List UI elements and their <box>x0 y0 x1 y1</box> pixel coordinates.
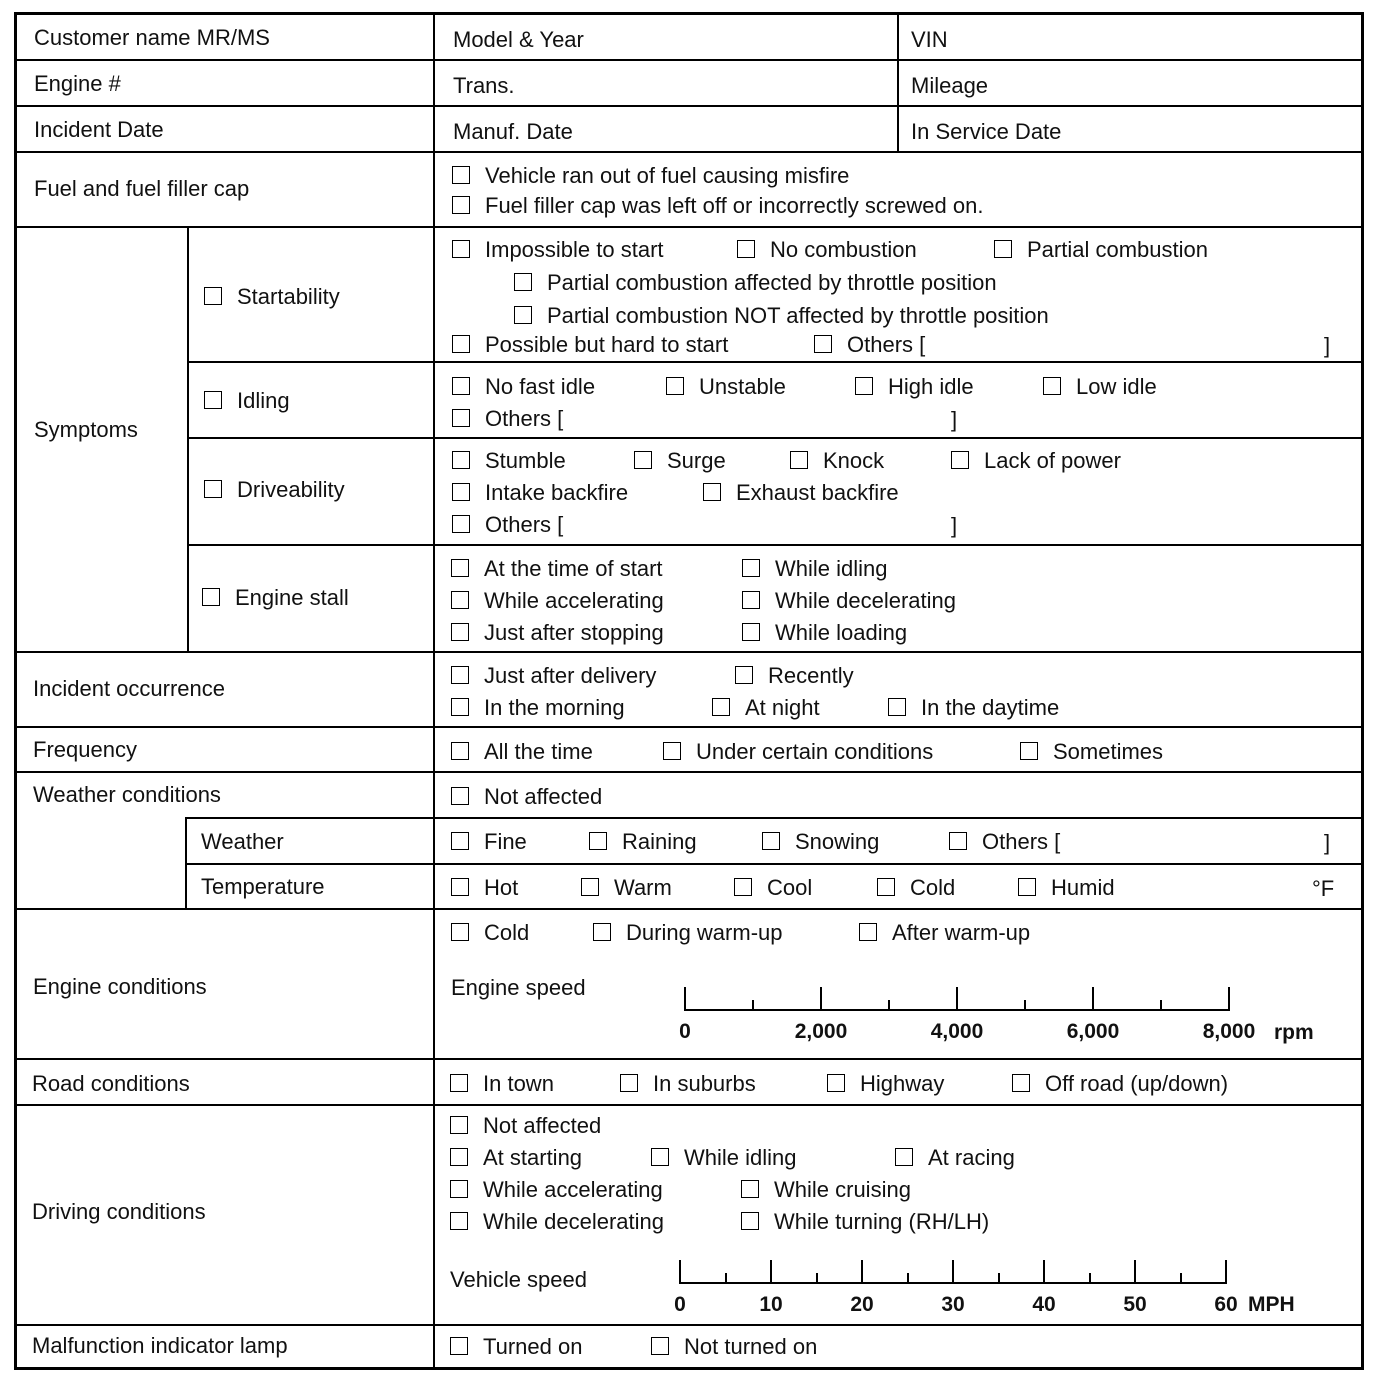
checkbox[interactable] <box>450 1180 468 1198</box>
option-label: Just after stopping <box>484 620 664 645</box>
checkbox[interactable] <box>204 391 222 409</box>
row-divider <box>17 726 1361 728</box>
checkbox[interactable] <box>762 832 780 850</box>
frequency-label: Frequency <box>33 737 137 762</box>
checkbox[interactable] <box>737 240 755 258</box>
engine-speed-scale <box>679 987 1256 1047</box>
close-bracket: ] <box>951 407 958 432</box>
option-label: Others [ <box>847 332 926 357</box>
option-label: Recently <box>768 663 854 688</box>
option-label: Snowing <box>795 829 880 854</box>
scale-tick-label: 2,000 <box>794 1020 848 1043</box>
scale-tick-label: 6,000 <box>1066 1020 1120 1043</box>
close-bracket: ] <box>1324 333 1331 358</box>
checkbox[interactable] <box>651 1148 669 1166</box>
scale-tick-label: 60 <box>1214 1293 1238 1316</box>
row-divider <box>17 651 1361 653</box>
option-label: Warm <box>614 875 672 900</box>
checkbox[interactable] <box>451 832 469 850</box>
column-divider <box>187 226 189 651</box>
row-divider <box>17 1324 1361 1326</box>
option-label: At racing <box>928 1145 1015 1170</box>
checkbox[interactable] <box>742 591 760 609</box>
major-tick <box>1092 987 1094 1011</box>
minor-tick <box>752 1000 754 1010</box>
mil-label: Malfunction indicator lamp <box>32 1333 288 1358</box>
option-label: After warm-up <box>892 920 1031 945</box>
major-tick <box>684 987 686 1011</box>
checkbox[interactable] <box>1043 377 1061 395</box>
row-divider <box>17 771 1361 773</box>
checkbox[interactable] <box>895 1148 913 1166</box>
incident-occurrence-label: Incident occurrence <box>33 676 225 701</box>
option-label: Fuel filler cap was left off or incorrectly screwed on. <box>485 193 984 218</box>
row-divider <box>17 1058 1361 1060</box>
major-tick <box>1134 1260 1136 1284</box>
diagnostic-worksheet <box>14 12 1364 1370</box>
checkbox[interactable] <box>1018 878 1036 896</box>
fuel-section-label: Fuel and fuel filler cap <box>34 176 250 201</box>
mileage-label: Mileage <box>911 73 989 98</box>
checkbox[interactable] <box>712 698 730 716</box>
option-label: Raining <box>622 829 697 854</box>
major-tick <box>861 1260 863 1284</box>
option-label: Cool <box>767 875 813 900</box>
option-label: At the time of start <box>484 556 663 581</box>
row-divider <box>17 226 1361 228</box>
row-divider <box>17 105 1361 107</box>
checkbox[interactable] <box>452 166 470 184</box>
checkbox[interactable] <box>452 377 470 395</box>
incident-date-label: Incident Date <box>34 117 164 142</box>
checkbox[interactable] <box>651 1337 669 1355</box>
option-label: Partial combustion <box>1027 237 1208 262</box>
option-label: While accelerating <box>484 588 664 613</box>
checkbox[interactable] <box>742 559 760 577</box>
engine-speed-unit: rpm <box>1274 1021 1314 1044</box>
checkbox[interactable] <box>450 1212 468 1230</box>
option-label: Sometimes <box>1053 739 1164 764</box>
column-divider <box>433 15 435 1367</box>
checkbox[interactable] <box>451 787 469 805</box>
option-label: At starting <box>483 1145 583 1170</box>
checkbox[interactable] <box>451 559 469 577</box>
option-label: Vehicle ran out of fuel causing misfire <box>485 163 850 188</box>
row-divider <box>17 59 1361 61</box>
close-bracket: ] <box>1324 830 1331 855</box>
option-label: Stumble <box>485 448 566 473</box>
option-label: Hot <box>484 875 519 900</box>
minor-tick <box>725 1273 727 1283</box>
checkbox[interactable] <box>451 923 469 941</box>
option-label: While accelerating <box>483 1177 663 1202</box>
minor-tick <box>907 1273 909 1283</box>
checkbox[interactable] <box>1012 1074 1030 1092</box>
checkbox[interactable] <box>593 923 611 941</box>
engine-number-label: Engine # <box>34 71 121 96</box>
checkbox[interactable] <box>450 1074 468 1092</box>
row-divider <box>17 151 1361 153</box>
option-label: During warm-up <box>626 920 783 945</box>
minor-tick <box>998 1273 1000 1283</box>
minor-tick <box>816 1273 818 1283</box>
option-label: Partial combustion NOT affected by throttle position <box>547 303 1049 328</box>
option-label: No fast idle <box>485 374 596 399</box>
checkbox[interactable] <box>663 742 681 760</box>
scale-tick-label: 0 <box>679 1020 691 1043</box>
checkbox[interactable] <box>452 335 470 353</box>
checkbox[interactable] <box>452 409 470 427</box>
checkbox[interactable] <box>634 451 652 469</box>
option-label: In suburbs <box>653 1071 756 1096</box>
checkbox[interactable] <box>589 832 607 850</box>
option-label: Low idle <box>1076 374 1157 399</box>
minor-tick <box>1160 1000 1162 1010</box>
option-label: Highway <box>860 1071 945 1096</box>
checkbox[interactable] <box>450 1116 468 1134</box>
major-tick <box>1043 1260 1045 1284</box>
option-label: High idle <box>888 374 974 399</box>
checkbox[interactable] <box>452 483 470 501</box>
vehicle-speed-scale <box>674 1260 1238 1320</box>
temperature-unit: °F <box>1312 876 1335 901</box>
scale-tick-label: 50 <box>1123 1293 1147 1316</box>
option-label: Startability <box>237 284 340 309</box>
option-label: Others [ <box>982 829 1061 854</box>
scale-tick-label: 0 <box>674 1293 686 1316</box>
option-label: Not turned on <box>684 1334 818 1359</box>
scale-tick-label: 4,000 <box>930 1020 984 1043</box>
option-label: In the morning <box>484 695 625 720</box>
checkbox[interactable] <box>450 1148 468 1166</box>
major-tick <box>679 1260 681 1284</box>
scale-tick-label: 30 <box>941 1293 965 1316</box>
checkbox[interactable] <box>451 623 469 641</box>
checkbox[interactable] <box>741 1180 759 1198</box>
checkbox[interactable] <box>741 1212 759 1230</box>
checkbox[interactable] <box>859 923 877 941</box>
option-label: Surge <box>667 448 726 473</box>
option-label: Possible but hard to start <box>485 332 729 357</box>
checkbox[interactable] <box>452 451 470 469</box>
driving-conditions-label: Driving conditions <box>32 1199 206 1224</box>
weather-label: Weather <box>201 829 284 854</box>
option-label: Unstable <box>699 374 786 399</box>
checkbox[interactable] <box>204 480 222 498</box>
checkbox[interactable] <box>452 240 470 258</box>
major-tick <box>820 987 822 1011</box>
vin-label: VIN <box>911 27 948 52</box>
engine-speed-label: Engine speed <box>451 975 586 1000</box>
checkbox[interactable] <box>1020 742 1038 760</box>
checkbox[interactable] <box>451 742 469 760</box>
major-tick <box>1228 987 1230 1011</box>
checkbox[interactable] <box>790 451 808 469</box>
trans-label: Trans. <box>453 73 515 98</box>
road-conditions-label: Road conditions <box>32 1071 190 1096</box>
checkbox[interactable] <box>855 377 873 395</box>
checkbox[interactable] <box>451 666 469 684</box>
checkbox[interactable] <box>666 377 684 395</box>
option-label: Humid <box>1051 875 1115 900</box>
row-divider <box>17 1104 1361 1106</box>
checkbox[interactable] <box>450 1337 468 1355</box>
row-divider <box>17 908 1361 910</box>
scale-tick-label: 10 <box>759 1293 783 1316</box>
model-year-label: Model & Year <box>453 27 584 52</box>
scale-tick-label: 8,000 <box>1202 1020 1256 1043</box>
row-divider <box>187 437 1361 439</box>
checkbox[interactable] <box>452 515 470 533</box>
checkbox[interactable] <box>742 623 760 641</box>
minor-tick <box>888 1000 890 1010</box>
option-label: Not affected <box>483 1113 602 1138</box>
scale-tick-label: 40 <box>1032 1293 1056 1316</box>
option-label: Cold <box>484 920 530 945</box>
option-label: While decelerating <box>483 1209 664 1234</box>
checkbox[interactable] <box>514 273 532 291</box>
vehicle-speed-unit: MPH <box>1248 1293 1295 1316</box>
option-label: Others [ <box>485 406 564 431</box>
row-divider <box>185 863 1361 865</box>
option-label: While loading <box>775 620 908 645</box>
option-label: No combustion <box>770 237 917 262</box>
checkbox[interactable] <box>451 878 469 896</box>
option-label: In town <box>483 1071 554 1096</box>
engine-conditions-label: Engine conditions <box>33 974 207 999</box>
row-divider <box>187 361 1361 363</box>
checkbox[interactable] <box>735 666 753 684</box>
option-label: While decelerating <box>775 588 956 613</box>
option-label: While cruising <box>774 1177 911 1202</box>
row-divider <box>185 817 1361 819</box>
option-label: Off road (up/down) <box>1045 1071 1229 1096</box>
option-label: Turned on <box>483 1334 583 1359</box>
checkbox[interactable] <box>888 698 906 716</box>
checkbox[interactable] <box>949 832 967 850</box>
checkbox[interactable] <box>451 698 469 716</box>
option-label: Lack of power <box>984 448 1121 473</box>
option-label: Under certain conditions <box>696 739 934 764</box>
temperature-label: Temperature <box>201 874 325 899</box>
major-tick <box>770 1260 772 1284</box>
option-label: All the time <box>484 739 593 764</box>
checkbox[interactable] <box>951 451 969 469</box>
in-service-date-label: In Service Date <box>911 119 1062 144</box>
column-divider <box>185 817 187 908</box>
major-tick <box>956 987 958 1011</box>
checkbox[interactable] <box>204 287 222 305</box>
close-bracket: ] <box>951 513 958 538</box>
checkbox[interactable] <box>734 878 752 896</box>
checkbox[interactable] <box>703 483 721 501</box>
customer-name-label: Customer name MR/MS <box>34 25 270 50</box>
option-label: Knock <box>823 448 885 473</box>
option-label: Cold <box>910 875 956 900</box>
option-label: Intake backfire <box>485 480 629 505</box>
checkbox[interactable] <box>877 878 895 896</box>
checkbox[interactable] <box>202 588 220 606</box>
option-label: Exhaust backfire <box>736 480 899 505</box>
checkbox[interactable] <box>581 878 599 896</box>
option-label: Fine <box>484 829 527 854</box>
option-label: While idling <box>775 556 888 581</box>
checkbox[interactable] <box>814 335 832 353</box>
checkbox[interactable] <box>827 1074 845 1092</box>
scale-tick-label: 20 <box>850 1293 874 1316</box>
option-label: At night <box>745 695 820 720</box>
option-label: While idling <box>684 1145 797 1170</box>
major-tick <box>1225 1260 1227 1284</box>
checkbox[interactable] <box>994 240 1012 258</box>
checkbox[interactable] <box>620 1074 638 1092</box>
option-label: Not affected <box>484 784 603 809</box>
option-label: Driveability <box>237 477 345 502</box>
option-label: Others [ <box>485 512 564 537</box>
option-label: In the daytime <box>921 695 1060 720</box>
vehicle-speed-label: Vehicle speed <box>450 1267 587 1292</box>
option-label: Engine stall <box>235 585 349 610</box>
minor-tick <box>1180 1273 1182 1283</box>
symptoms-label: Symptoms <box>34 417 138 442</box>
row-divider <box>187 544 1361 546</box>
minor-tick <box>1089 1273 1091 1283</box>
weather-conditions-label: Weather conditions <box>33 782 221 807</box>
major-tick <box>952 1260 954 1284</box>
option-label: Just after delivery <box>484 663 657 688</box>
option-label: Impossible to start <box>485 237 664 262</box>
column-divider <box>897 15 899 151</box>
option-label: Partial combustion affected by throttle position <box>547 270 997 295</box>
checkbox[interactable] <box>514 306 532 324</box>
minor-tick <box>1024 1000 1026 1010</box>
option-label: Idling <box>237 388 290 413</box>
manuf-date-label: Manuf. Date <box>453 119 573 144</box>
option-label: While turning (RH/LH) <box>774 1209 990 1234</box>
checkbox[interactable] <box>452 196 470 214</box>
checkbox[interactable] <box>451 591 469 609</box>
